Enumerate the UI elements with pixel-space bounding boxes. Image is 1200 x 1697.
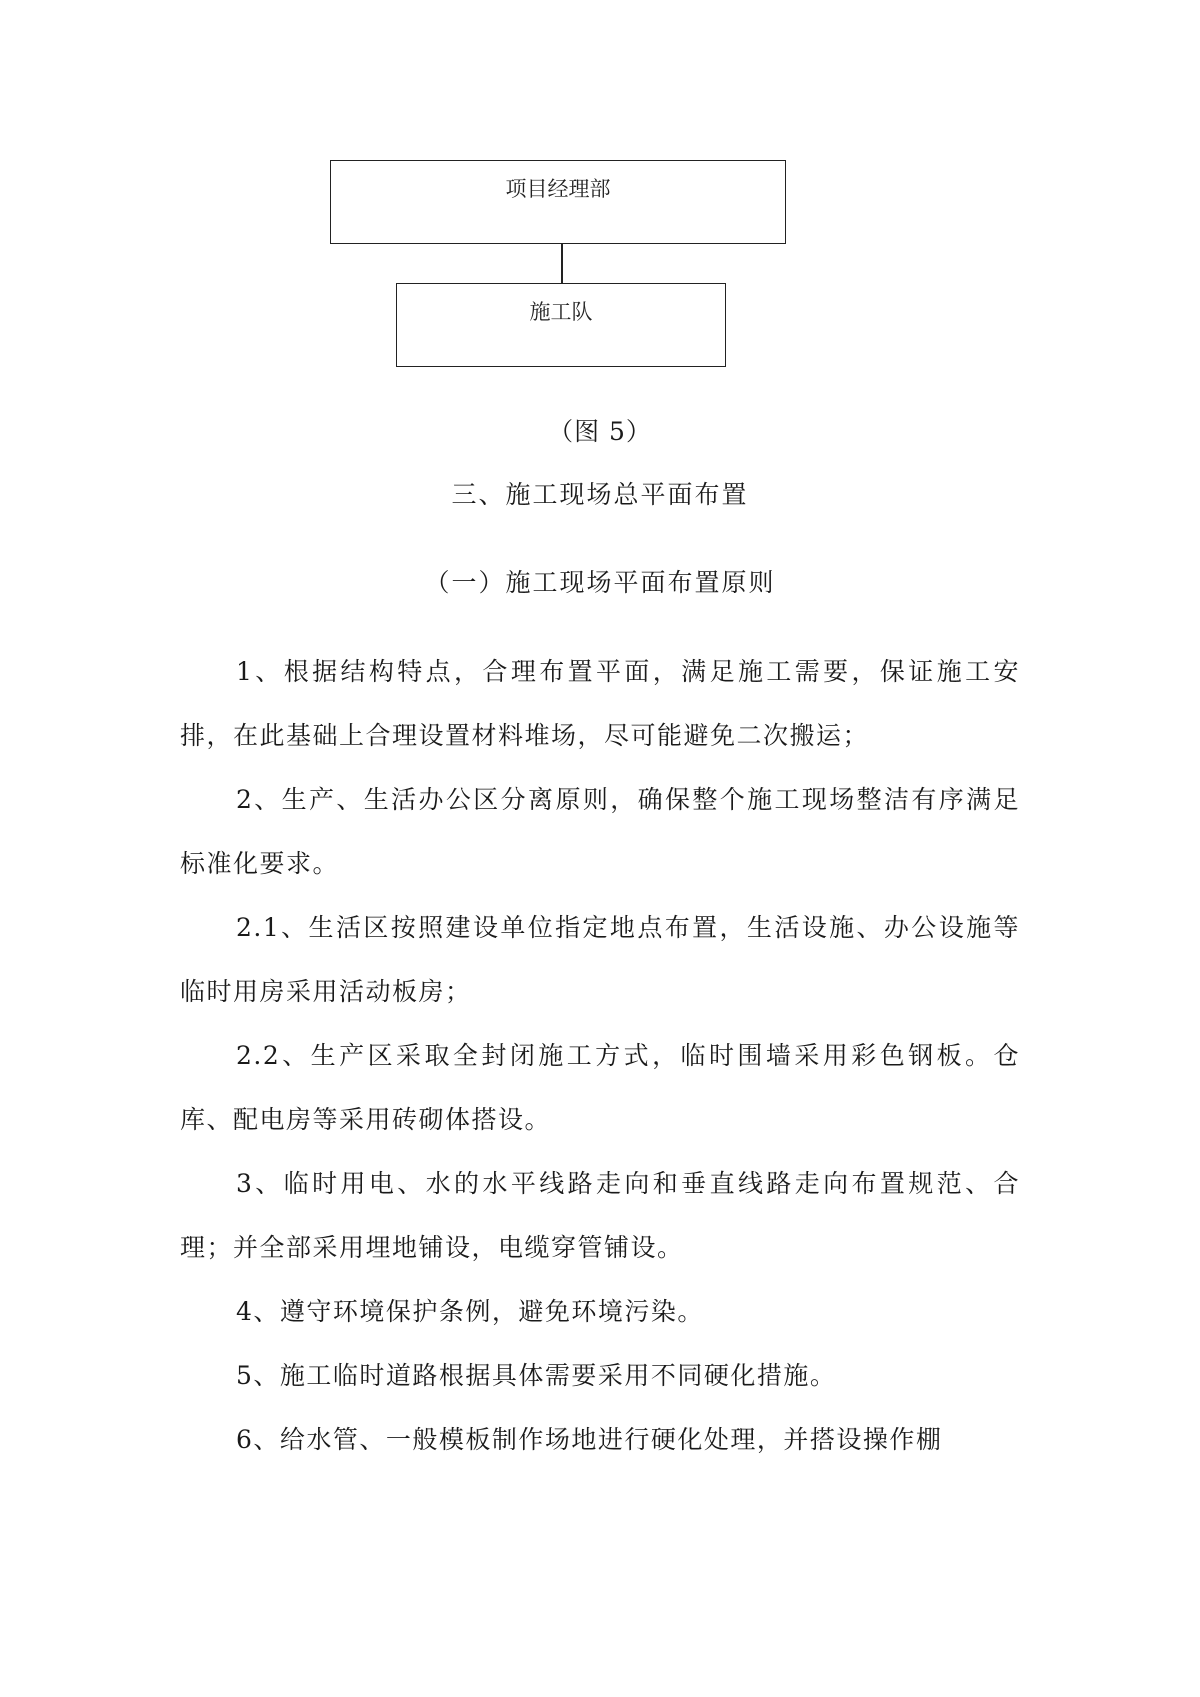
paragraph: 1、根据结构特点，合理布置平面，满足施工需要，保证施工安排，在此基础上合理设置材料堆场，尽可能避免二次搬运； [180,657,1020,750]
figure-caption: （图 5） [548,417,652,446]
org-box-construction-team [396,283,726,367]
paragraph: 6、给水管、一般模板制作场地进行硬化处理，并搭设操作棚 [236,1425,943,1454]
paragraph: 4、遵守环境保护条例，避免环境污染。 [236,1297,704,1326]
body-text [180,640,1020,1472]
subsection-heading: （一）施工现场平面布置原则 [424,568,776,597]
org-box-project-management [330,160,786,244]
org-box-label: 施工队 [529,300,593,324]
paragraph: 2.2、生产区采取全封闭施工方式，临时围墙采用彩色钢板。仓库、配电房等采用砖砌体搭设。 [180,1041,1020,1134]
section-heading: 三、施工现场总平面布置 [451,480,749,509]
paragraph: 2.1、生活区按照建设单位指定地点布置，生活设施、办公设施等临时用房采用活动板房； [180,913,1020,1006]
paragraph: 5、施工临时道路根据具体需要采用不同硬化措施。 [236,1361,837,1390]
org-connector-line [561,244,563,283]
paragraph: 3、临时用电、水的水平线路走向和垂直线路走向布置规范、合理；并全部采用埋地铺设，电缆穿管铺设。 [180,1169,1020,1262]
paragraph: 2、生产、生活办公区分离原则，确保整个施工现场整洁有序满足标准化要求。 [180,785,1020,878]
org-box-label: 项目经理部 [505,177,611,201]
